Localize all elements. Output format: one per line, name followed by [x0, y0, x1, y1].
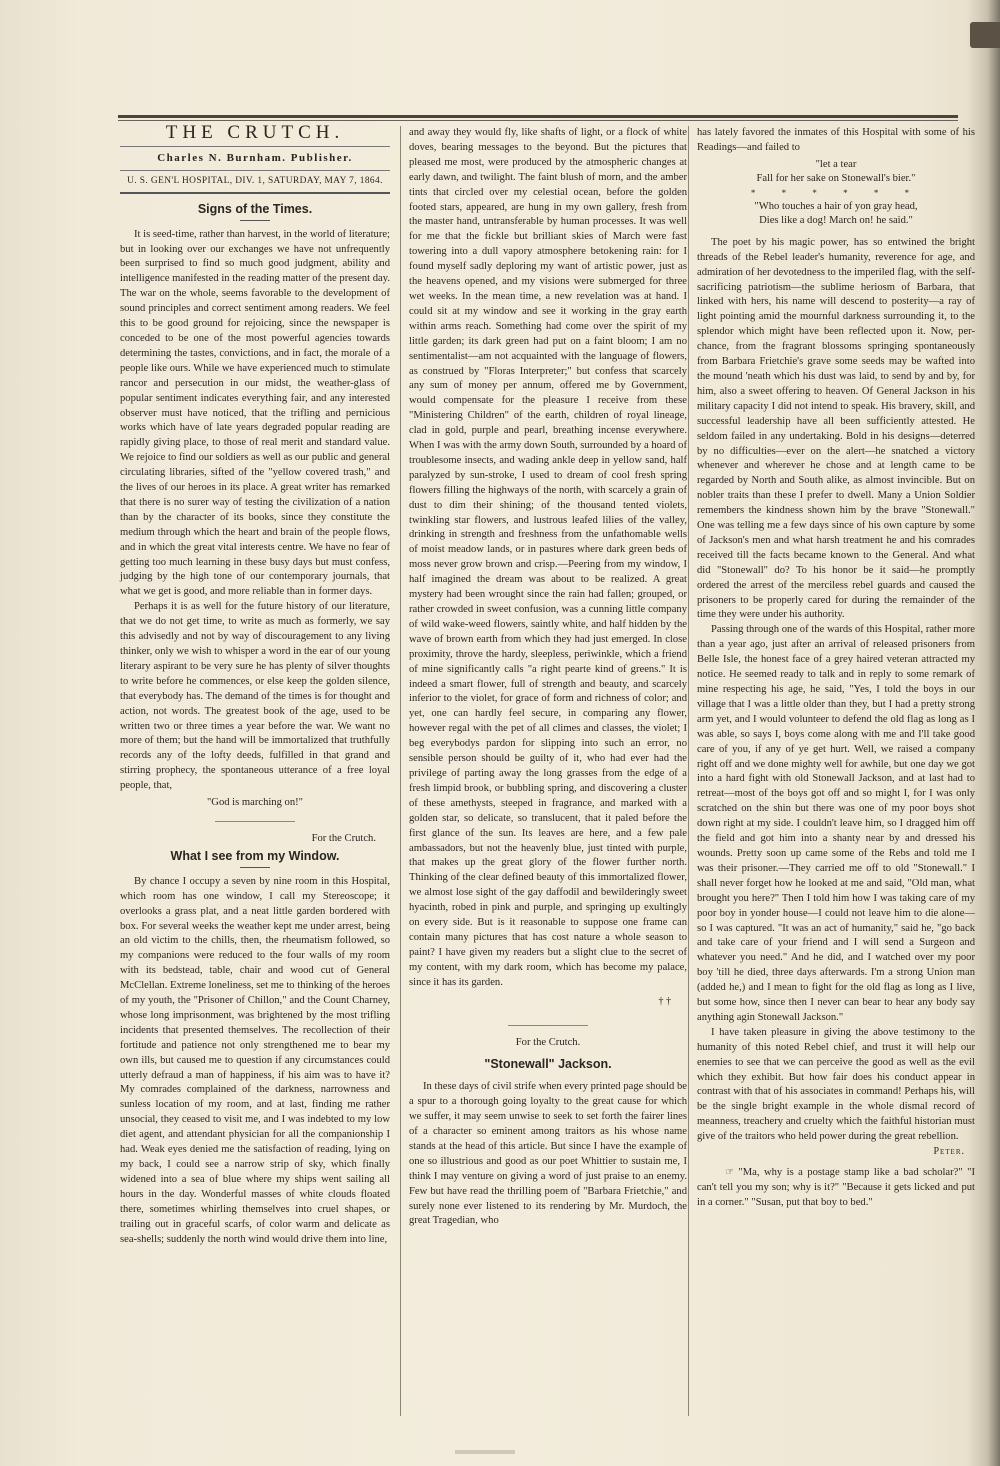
- column-3: [688, 126, 975, 1416]
- signature: Peter.: [933, 1146, 965, 1158]
- article-paragraph: I have taken pleasure in giving the above testimony to the humanity of this noted Rebel chief, and trust it will help our enemies to see that we can perceive the good as well as the evil which they exhibit. But how fair does his conduct appear in contrast with that of his associates in command! Perhaps his, will be the single bright example in the whole dismal record of meanness, treachery and cruelty which the faithful historian must give of the traitors who held power during the great rebellion.: [697, 1026, 975, 1143]
- binding-tab: [970, 22, 1000, 48]
- article-paragraph-continued: and away they would fly, like shafts of light, or a flock of white doves, bearing messages to the beyond. But the pictures that pleased me most, were produced by the atmospheric changes at early dawn, and twilight. The faint blush of morn, and the amber tints that circled over my celestial ocean, before the golden footed stars, appeared, are hung in my own gallery, fresh from the master hand, untransferable by human processes. It was well for me that the fickle but brilliant skies of March were fast towering into a dull vapory atmosphere betokening rain: for I found myself sadly deploring my want of artistic power, just as the heavens opened, and my visions were submerged for three wet weeks. In the mean time, a new revelation was at hand. I could sit at my window and see it working in the gray earth within arms reach. Something had come over the spirit of my little garden; its dark green had put on a faint bloom; I am no sentimentalist—am not acquainted with the language of flowers, as construed by "Floras Interpreter;" but confess that scarcely any sum of money per annum, offered me by Government, would compensate for the pleasure I receive from these "Ministering Children" of the earth, children of royal lineage, clad in gold, purple and pearl, breathing incense everywhere. When I was with the army down South, surrounded by a hoard of troublesome insects, and wading ankle deep in yellow sand, half paralyzed by sun-stroke, I used to dream of cool fresh spring flowers filling the highways of the north, with scarcely a grain of dust to dim their shining; of the thousand tented violets, twinkling star flowers, and lustrous leafed lilies of the valley, drinking in strength and freshness from the unfathomable wells of moist meadow lands, or in pastures where dark green beds of moss never grow brown and crisp.—Peering from my window, I half imagined the dream was about to be realized. A great mystery had been wrought since the rain had fallen; grouped, or rather crowded in sweet confusion, was a cunning little company of wild wake-weed flowers, saintly white, and half hidden by the wave of brown earth from which they had just emerged. In close proximity, throve the hardy, sleepless, periwinkle, which a friend of mine significantly calls "a right pearte kind of greens." It is indeed a smart flower, full of strength and beauty, and scarcely inferior to the violet, for grace of form and richness of color; and yet, one can hardly feel secure, in comparing any flower, however regal with the pet of all climes and classes, the violet; I beg everybodys pardon for slipping into such an error, no sensible person should be guilty of it, who had ever had the privilege of parting away the long grasses from the edge of a fresh limpid brook, or bubbling spring, and discovering a cluster of these amethysts, steeped in fragrance, and marked with a golden star, so delicate, so translucent, that it paled before the first glance of the sun. Its leaves are here, and a few pale ambassadors, but not the heavenly blue, just tinted with purple, that makes up the great glory of the flower further north. Thinking of the clear defined beauty of this immortalized flower, we almost lose sight of the gay daffodil and bewilderingly sweet hyacinth, robed in pink and purple, and springing up exultingly on every side. But is it reasonable to suppose one frame can contain many pictures that has cost nature a whole season to paint? I have given my readers but a slight clue to the secret of my content, with my dark room, which has become my palace, since it has its garden.: [409, 127, 687, 988]
- verse-line: "let a tear: [815, 158, 857, 170]
- article-paragraph: Passing through one of the wards of this Hospital, rather more than a year ago, just after an arrival of released prisoners from Belle Isle, the honest face of a grey haired veteran attracted my notice. He seemed ready to talk and in reply to some remark of mine respecting his age, he said, "Yes, I told the boys in our village that I was a little older than they, but I had a pretty strong arm yet, and I would volunteer to defend the old flag as long as I was able, so says I, boys come along with me and I'll take good care of you, if any of ye get hurt. Well, we raised a company right off and we done mighty well for awhile, but one day we got into a hard fight with old Stonewall Jackson, and at last had to retreat—most of the boys got off and so might I, for I was only scratched on the shin but there was one of my poor boys shot down right at my side. I couldn't leave him, so I dragged him off the field and got him into a shanty near by and dressed his wounds. Pretty soon up came some of the Rebs and told me I was their prisoner.—They carried me off to old "Stonewall." I shall never forget how he looked at me and said, "Old man, what brought you here?" Then I told him how I was taking care of my poor boy in yonder house—I could not leave him to die alone—so I was captured. "It was an act of humanity," said he, "go back and take care of your friend and I will send a Surgeon and whatever you need." And he did, and I watched over my poor boy 'till he died, three days afterwards. I'm a strong Union man (added he,) and I mean to fight for the old flag as long as I live, but some how, since then I never can bear to hear any body say anything agin Stonewall Jackson.": [697, 624, 975, 1023]
- article-paragraph: The poet by his magic power, has so entwined the bright threads of the Rebel leader's humanity, reverence for age, and admiration of her devotedness to the imperiled flag, with the self-sacrificing patriotism—the sublime heriosm of Barbara, that linked with hers, his name will descend to posterity—a ray of light pointing amid the mournful darkness surrounding it, to the splendor which might have been reflected upon it. Now, per-chance, from the fragrant blossoms springing spontaneously from Barbara Frietchie's grave some seeds may be wafted into the mound 'neath which his dust was laid, to send by and by, for him, also a sweet offering to heaven. Of General Jackson in his military capacity I did not intend to speak. His bravery, skill, and successful leadership have all been sufficiently attested. He seldom failed in any undertaking. Bold in his designs—deterred by no difficulties—ever on the alert—he snatched a victory whenever and wherever he chose and at length came to be regarded by North and South alike, as almost invincible. But on nobler traits than these I prefer to dwell. Many a Union Soldier remembers the kindness shown him by the brave "Stonewall." One was telling me a few days since of his own capture by some of Jackson's men and what harsh treatment he and his comrades received till the facts became known to the General. And what did "Stonewall" do? To his honor be it said—he promptly ordered the arrest of the merciless rebel guards and caused the prisoners to be properly cared for during the remainder of the time they were under his authority.: [697, 236, 976, 621]
- pointing-hand-icon: ☞: [725, 1167, 734, 1178]
- poem-quote: [697, 158, 975, 228]
- top-rule-thin: [118, 120, 958, 121]
- for-the-crutch: For the Crutch.: [515, 1037, 581, 1049]
- verse-line: Fall for her sake on Stonewall's bier.": [756, 172, 916, 184]
- dateline: U. S. GEN'L HOSPITAL, DIV. 1, SATURDAY, MAY 7, 1864.: [120, 174, 390, 194]
- separator: [508, 1025, 588, 1026]
- author-mark: † †: [658, 995, 671, 1007]
- joke-text: "Ma, why is a postage stamp like a bad scholar?" "I can't tell you my son; why is it?" "Because it gets licked and put in a corner." "Susan, put that boy to bed.": [697, 1167, 975, 1208]
- column-2: [400, 126, 687, 1416]
- joke-paragraph: [697, 1166, 975, 1211]
- article-heading-window: What I see from my Window.: [170, 848, 340, 863]
- closing-quote: "God is marching on!": [206, 797, 304, 809]
- article-heading-stonewall: "Stonewall" Jackson.: [484, 1057, 612, 1072]
- column-1: [120, 122, 390, 1247]
- ellipsis-stars: * * * * * *: [750, 187, 922, 198]
- heading-dash: [240, 867, 270, 868]
- verse-line: Dies like a dog! March on! he said.": [759, 214, 913, 226]
- separator: [215, 821, 295, 822]
- article-paragraph: By chance I occupy a seven by nine room in this Hospital, which room has one window, I call my Stereoscope; it overlooks a grass plat, and a neat little garden bordered with box. For several weeks the weather kept me under arrest, being an old victim to the chills, then, the rheumatism followed, so my companions were reduced to the four walls of my room with its bedstead, table, chair and wood cut of General McClellan. Extreme loneliness, set me to thinking of the heroes of my youth, the "Prisoner of Chillon," and the Count Charney, whose long imprisonment, was brightened by the most trifling incidents that presented themselves. The recollection of their fortitude and patience not only strengthened me to bear my own ills, but caused me to question if any circumstances could utterly defraud a man of happiness, if his aim was to have it? My comrades complained of the darkness, narrowness and sunless location of my room, and at last, finding me rather unsocial, they ceased to visit me, and I was indebted to my low diet agent, and attendant physician for all the companionship I had. Weak eyes denied me the satisfaction of reading, lying on my back, I could see a narrow strip of sky, which finally widened into a sea of blue where my ships went sailing all hours in the day. Wonderful masses of white clouds floated there, sometimes whirling themselves into cruel shapes, or trailing out in graceful scarfs, of color warm and delicate as sea-shells; suddenly the north wind would drive them into line,: [120, 875, 390, 1245]
- verse-line: "Who touches a hair of yon gray head,: [754, 200, 918, 212]
- article-paragraph: In these days of civil strife when every printed page should be a spur to a thorough going loyalty to the great cause for which we suffer, it may seem unwise to seek to set forth the fairer lines of a character so eminent among traitors as his whose name stands at the head of this article. But since I have the example of one so illustrious and good as our poet Whittier to sustain me, I think I may venture on giving a word of just praise to an enemy. Few but have read the thrilling poem of "Barbara Frietchie," and surely none ever listened to its rendering by Mr. Murdoch, the great Tragedian, who: [409, 1081, 687, 1227]
- print-smudge: [455, 1450, 515, 1454]
- for-the-crutch: For the Crutch.: [311, 832, 376, 844]
- heading-dash: [240, 220, 270, 221]
- article-paragraph-continued: has lately favored the inmates of this Hospital with some of his Readings—and failed to: [697, 127, 975, 153]
- article-paragraph: It is seed-time, rather than harvest, in the world of literature; but in looking over our exchanges we have not unfrequently been surprised to find so much good judgment, ability and intelligence manifested in the reading matter of the present day. The war on the whole, seems favorable to the development of sound principles and correct sentiment among readers. We feel this to be good ground for rejoicing, since the newspaper is conceded to be one of the most powerful agencies towards determining the tastes, convictions, and in fact, the morale of a people like ours. While we have experienced much to stimulate rancor and persecution in our midst, the weather-glass of popular sentiment indicates everything fair, and any interested observer must have noticed, that the trifling and pernicious works which have of late years degraded popular reading are rapidly giving place, to those of real merit and standard value. We rejoice to find our soldiers as well as our public and general circulating libraries, sifted of the "yellow covered trash," and the lives of our heroes in its place. A great writer has remarked that there is no surer way of testing the civilization of a nation than by the character of its books, since they constitute the medium through which the heart and brain of the people flows, and in which the great vital interests centre. We have no fear of getting too much learning in these busy days but must confess, judging by the high tone of our contemporary journals, that what we get is good, and more reliable than in former days.: [120, 228, 390, 598]
- top-rule: [118, 115, 958, 118]
- article-heading-signs: Signs of the Times.: [197, 201, 313, 216]
- masthead-title: THE CRUTCH.: [165, 122, 345, 143]
- publisher-line: Charles N. Burnham. Publisher.: [120, 146, 390, 171]
- article-paragraph: Perhaps it is as well for the future history of our literature, that we do not get time, to write as much as formerly, we say this advisedly and not by way of discouragement to any living thinker, only we wish to whisper a word in the ear of our young literary aspirant to be very sure he has plenty of silver thoughts to write before he commences, or else keep the golden silence, that everybody has. The demand of the times is for thought and action, not words. The greatest book of the age, used to be written two or three times a year before the war. We want no more of them; but the hand will be immortalized that truthfully records any of the lofty deeds, fulfilled in that grand and stirring prophecy, the spontaneous utterance of a free loyal people, that,: [120, 601, 390, 792]
